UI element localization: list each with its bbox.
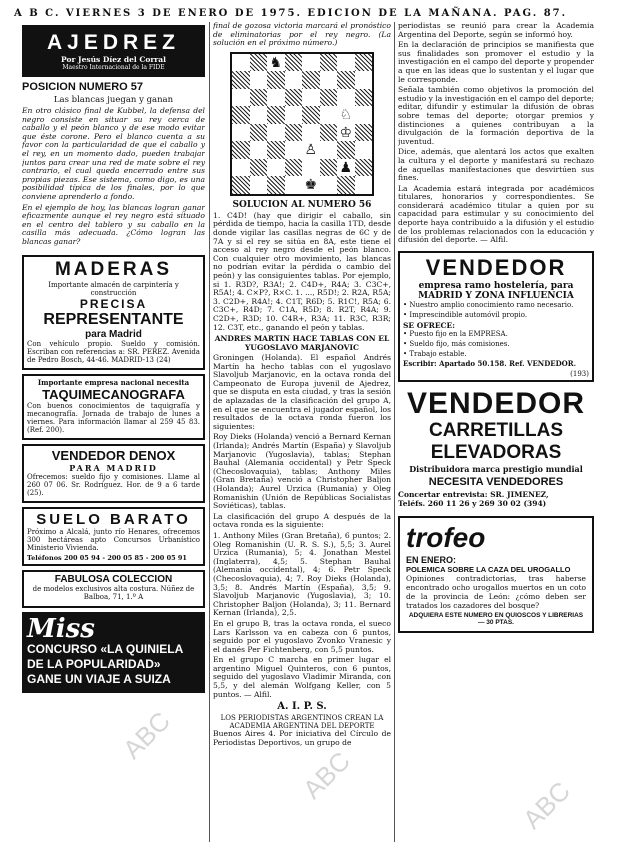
board-square — [337, 176, 355, 194]
news-subheadline: LOS PERIODISTAS ARGENTINOS CREAN LA ACADEMIA ARGENTINA DEL DEPORTE — [220, 714, 384, 731]
board-square — [250, 54, 268, 72]
board-square — [355, 159, 373, 177]
abc-watermark: ABC — [116, 705, 176, 765]
ad-subline: Importante almacén de carpintería y construcción — [48, 280, 179, 297]
news-headline: ANDRES MARTIN HACE TABLAS CON EL YUGOSLAVO MARJANOVIC — [214, 334, 390, 353]
ad-text: Próximo a Alcalá, junto río Henares, ofrecemos 300 hectáreas apto Concursos Urbanístico Ministerio Vivienda. — [27, 527, 200, 552]
board-square — [355, 71, 373, 89]
ad-phones: Teléfonos 200 05 94 - 200 05 85 - 200 05 91 — [27, 553, 187, 562]
board-square — [285, 106, 303, 124]
ad-text: Opiniones contradictorias, tras haberse encontrado ocho urogallos muertos en un coto de la provincia de León: ¿cómo deben ser tratados los cazadores del bosque? — [406, 573, 586, 610]
ajedrez-banner — [22, 25, 205, 77]
ad-miss — [22, 612, 205, 693]
ad-headline: GANE UN VIAJE A SUIZA — [27, 671, 171, 686]
board-square — [355, 106, 373, 124]
body-paragraph: La Academia estará integrada por académicos titulares, honorarios y correspondientes. Se considerará académico titular a quien por su capacidad para estimular y su conocimiento del deporte haya contribuido a la difusión y el estudio de los problemas relacionados con la educación y difusión del deporte. — Alfil. — [398, 183, 594, 245]
board-square — [267, 141, 285, 159]
ad-subline: SE OFRECE: — [403, 320, 456, 330]
board-square — [320, 141, 338, 159]
black-pawn-piece: ♟ — [337, 159, 355, 177]
board-square — [285, 89, 303, 107]
board-square — [285, 159, 303, 177]
board-square — [250, 89, 268, 107]
body-paragraph: La clasificación del grupo A después de la octava ronda es la siguiente: — [213, 511, 391, 530]
board-square — [337, 89, 355, 107]
ad-carretillas — [398, 388, 594, 508]
ad-headline: CONCURSO «LA QUINIELA — [27, 641, 184, 656]
board-square — [232, 106, 250, 124]
ad-subline: para Madrid — [85, 328, 142, 340]
ad-text: • Puesto fijo en la EMPRESA. — [403, 329, 508, 338]
board-square — [285, 54, 303, 72]
board-square — [320, 176, 338, 194]
white-pawn-piece: ♙ — [302, 141, 320, 159]
board-square — [302, 124, 320, 142]
column-left — [22, 22, 205, 693]
column-right — [398, 22, 594, 637]
board-square — [302, 54, 320, 72]
white-knight-piece: ♘ — [337, 106, 355, 124]
board-square — [302, 159, 320, 177]
body-paragraph: Dice, además, que alentará los actos que exalten la cultura y el deporte y manifestará su rechazo de aquellas manifestaciones que desvirtúen sus fines. — [398, 147, 594, 183]
ad-subline: PRECISA — [79, 296, 148, 311]
body-paragraph: final de gozosa victoria marcará el pronóstico de eliminatorias por el rey negro. (La solución en el próximo número.) — [213, 22, 391, 48]
ad-headline: CARRETILLAS — [428, 419, 564, 441]
column-divider — [394, 22, 395, 842]
board-square — [267, 106, 285, 124]
ad-text: • Sueldo fijo, más comisiones. — [403, 339, 510, 348]
ad-headline: DE LA POPULARIDAD» — [27, 656, 161, 671]
author-line: Por Jesús Díez del Corral — [61, 55, 166, 64]
board-square — [302, 141, 320, 159]
ad-denox — [22, 444, 205, 503]
solution-title: SOLUCION AL NUMERO 56 — [232, 199, 372, 210]
ad-vendedor-hosteleria — [398, 251, 594, 382]
ad-contact: Escribir: Apartado 50.158. Ref. VENDEDOR. — [403, 358, 577, 368]
ad-taquimecanografa — [22, 374, 205, 440]
section-title: AJEDREZ — [46, 31, 181, 54]
board-square — [285, 141, 303, 159]
ad-subline: Distribuidora marca prestigio mundial — [409, 463, 583, 474]
chess-board — [230, 52, 374, 196]
board-square — [250, 176, 268, 194]
miss-logo: Miss — [27, 613, 95, 644]
board-square — [267, 89, 285, 107]
ad-headline: SUELO BARATO — [36, 510, 191, 528]
board-square — [320, 124, 338, 142]
ad-headline: REPRESENTANTE — [43, 310, 184, 328]
body-paragraph: 1. Anthony Miles (Gran Bretaña), 6 puntos; 2. Oleg Romanishin (U. R. S. S.), 5,5; 3. Aurel Urzica (Rumania), 5; 4. Jonathan Mestel (Inglaterra), 4,5; 5. Stephan Bauhal (Alemania occidental), 4; 6. Petr Speck (Checoslovaquia), 4; 7. Roy Dieks (Holanda), 3,5; 8. Andrés Martín (España), 3,5; 9. Slavoljub Marjanovic (Yugoslavia), 3; 10. Christopher Baljon (Holanda), 3; 11. Bernard Kernan (Irlanda), 2,5. — [213, 530, 391, 618]
body-paragraph: periodistas se reunió para crear la Academia Argentina del Deporte, según se informó hoy. — [398, 22, 594, 39]
board-square — [320, 159, 338, 177]
board-square — [267, 159, 285, 177]
board-square — [302, 106, 320, 124]
black-king-piece: ♚ — [302, 176, 320, 194]
problem-title: POSICION NUMERO 57 — [22, 81, 144, 93]
board-square — [267, 71, 285, 89]
column-divider — [209, 22, 210, 842]
abc-watermark: ABC — [516, 775, 576, 835]
black-knight-piece: ♞ — [267, 54, 285, 72]
trofeo-logo: trofeo — [406, 521, 486, 553]
ad-ref: (193) — [570, 369, 589, 378]
ad-headline: FABULOSA COLECCION — [54, 573, 173, 585]
board-square — [355, 176, 373, 194]
ad-subline: empresa ramo hostelería, para MADRID Y ZONA INFLUENCIA — [418, 280, 574, 301]
body-paragraph: 1. C4D! (hay que dirigir el caballo, sin pérdida de tiempo, hacia la casilla 1TD, desde donde vigilar las casillas negras de 6C y de 7A y si el rey se sitúa en 8A, este tiene el acceso al rey negro desde el peón blanco. Con cualquier otro movimiento, las blancas no podrían evitar la pérdida o cambio del peón) y las consiguientes tablas. Por ejemplo, si 1. R3D?, R3A!; 2. C4D+, R4A; 3. C3C+, R5A!; 4. C×P?, R×C. 1. ..., R5D!; 2. R2A, R5A; 3. C2D+, R4A!; 4. C1T, R6D; 5. R1C!, R5A; 6. C3C+, R4D; 7. C1A, R5D; 8. R2T, R4A; 9. C2D+, R3D; 10. C4R+, R3A; 11. R3C, R3R; 12. C3T, etc., ganando el peón y tablas. — [213, 210, 391, 332]
ad-fabulosa — [22, 570, 205, 608]
board-square — [285, 176, 303, 194]
board-square — [355, 89, 373, 107]
ad-headline: TAQUIMECANOGRAFA — [42, 386, 185, 402]
ad-subline: NECESITA VENDEDORES — [428, 475, 564, 488]
board-square — [355, 141, 373, 159]
ad-text: • Trabajo estable. — [403, 349, 467, 358]
problem-subtitle: Las blancas juegan y ganan — [53, 95, 174, 105]
board-square — [320, 54, 338, 72]
board-square — [232, 176, 250, 194]
ad-headline: MADERAS — [54, 258, 173, 280]
column-middle — [213, 22, 391, 749]
body-paragraph: En el grupo B, tras la octava ronda, el sueco Lars Karlsson va en cabeza con 6 puntos, seguido por el yugoslavo Zvonko Vranesic y el danés Per Fichtenberg, con 5,5 puntos. — [213, 618, 391, 654]
ad-phones: Teléfs. 260 11 26 y 269 30 02 (394) — [398, 498, 547, 508]
board-square — [232, 141, 250, 159]
board-square — [285, 71, 303, 89]
white-king-piece: ♔ — [337, 124, 355, 142]
body-paragraph: Groningen (Holanda). El español Andrés Martín ha hecho tablas con el yugoslavo Slavoljub Marjanovic, en la octava ronda del Campeonato de Europa juvenil de Ajedrez, que se disputa en esta ciudad, y tras la sesión de aplazadas de la clasificación del grupo A, en el que se encuentra el jugador español, los resultados de la octava ronda fueron los siguientes: — [213, 353, 391, 431]
ad-maderas — [22, 255, 205, 370]
board-square — [302, 89, 320, 107]
board-square — [267, 124, 285, 142]
board-square — [250, 124, 268, 142]
board-square — [320, 106, 338, 124]
ad-headline: ELEVADORAS — [430, 441, 562, 463]
ad-contact: Concertar entrevista: SR. JIMENEZ, — [398, 489, 549, 499]
board-square — [232, 159, 250, 177]
board-square — [337, 124, 355, 142]
abc-watermark: ABC — [296, 745, 356, 805]
board-square — [232, 124, 250, 142]
ad-text: Con vehículo propio. Sueldo y comisión. Escriban con referencias a: SR. PEREZ. Avenida de Pedro Bosch, 44-46. MADRID-13 (24) — [27, 339, 200, 364]
board-square — [232, 54, 250, 72]
body-paragraph: En el ejemplo de hoy, las blancas logran ganar eficazmente aunque el rey negro está situado en el centro del tablero y su caballo en la casilla más adecuada. ¿Cómo logran las blancas ganar? — [22, 202, 205, 246]
board-square — [267, 176, 285, 194]
body-paragraph: En el grupo C marcha en primer lugar el argentino Miguel Quinteros, con 6 puntos, seguido del yugoslavo Vladimir Miranda, con 5,5, y del alemán Wolfgang Keller, con 5 puntos. — Alfil. — [213, 655, 391, 699]
board-square — [337, 54, 355, 72]
author-subtitle: Maestro Internacional de la FIDE — [62, 64, 165, 71]
ad-subline: EN ENERO: — [406, 554, 457, 565]
board-square — [250, 159, 268, 177]
board-square — [250, 71, 268, 89]
board-square — [250, 141, 268, 159]
ad-subline: ADQUIERA ESTE NUMERO EN QUIOSCOS Y LIBRERIAS — 30 PTAS. — [408, 611, 584, 626]
ad-headline: VENDEDOR — [406, 386, 586, 420]
body-paragraph: Buenos Aires 4. Por iniciativa del Círculo de Periodistas Deportivos, un grupo de — [213, 729, 391, 747]
body-paragraph: En la declaración de principios se manifiesta que sus finalidades son promover el estudio y la investigación en el campo del deporte y propender a que en las ideas que lo sustentan y el lugar que le corresponde. — [398, 40, 594, 84]
ad-text: • Nuestro amplio conocimiento ramo necesario. — [403, 300, 574, 309]
board-square — [355, 124, 373, 142]
board-square — [337, 71, 355, 89]
ad-suelo-barato — [22, 507, 205, 566]
ad-subline: Importante empresa nacional necesita — [37, 377, 190, 387]
board-square — [285, 124, 303, 142]
board-square — [320, 71, 338, 89]
board-square — [337, 106, 355, 124]
board-square — [250, 106, 268, 124]
board-square — [337, 141, 355, 159]
board-square — [337, 159, 355, 177]
ad-text: de modelos exclusivos alta costura. Núñez de Balboa, 71, 1.º A — [32, 584, 195, 602]
ad-headline: VENDEDOR DENOX — [51, 447, 176, 463]
board-square — [267, 54, 285, 72]
ad-subline: PARA MADRID — [69, 462, 158, 473]
ad-text: Ofrecemos: sueldo fijo y comisiones. Llame al 260 07 06. Sr. Rodríguez. Hor. de 9 a 6 tarde (25). — [27, 472, 200, 497]
ad-headline: VENDEDOR — [425, 254, 567, 280]
body-paragraph: En otro clásico final de Kubbel, la defensa del negro consiste en situar su rey cerca de caballo y el peón blanco y de ese modo evitar que éste corone. Pero el blanco cuenta a su favor con la particularidad de que el caballo y el rey, en un momento dado, pueden trabajar juntos para crear una red de mate sobre el rey contrario, el cual queda encerrado entre sus propias piezas. Ese sistema, como digo, es una posibilidad típica de los finales, por lo que conviene aprenderlo a fondo. — [22, 106, 205, 201]
board-square — [302, 176, 320, 194]
body-paragraph: Roy Dieks (Holanda) venció a Bernard Kernan (Irlanda); Andrés Martín (España) y Slavoljub Marjanovic (Yugoslavia), tablas; Stephan Bauhal (Alemania occidental) y Petr Speck (Checoslovaquia), tablas; Anthony Miles (Gran Bretaña) venció a Christopher Baljon (Holanda); Aurel Urzica (Rumania) y Oleg Romanishin (Unión de Repúblicas Socialistas Soviéticas), tablas. — [213, 432, 391, 511]
board-square — [232, 89, 250, 107]
body-paragraph: Señala también como objetivos la promoción del estudio y la investigación en el campo del deporte; editar, difundir y estimular la difusión de obras sobre temas del deporte; otorgar premios y distinciones a quienes contribuyan a la divulgación de la formación deportiva de la juventud. — [398, 85, 594, 146]
ad-trofeo — [398, 516, 594, 633]
ad-text: Con buenos conocimientos de taquigrafía y mecanografía. Jornada de trabajo de lunes a viernes. Para información llamar al 259 45 83. (Ref. 200). — [27, 401, 200, 434]
board-square — [232, 71, 250, 89]
board-square — [355, 54, 373, 72]
page-header: A B C. VIERNES 3 DE ENERO DE 1975. EDICION DE LA MAÑANA. PAG. 87. — [14, 8, 568, 19]
ad-subline: POLEMICA SOBRE LA CAZA DEL UROGALLO — [406, 564, 571, 574]
ad-text: • Imprescindible automóvil propio. — [403, 310, 528, 319]
news-headline: A. I. P. S. — [277, 701, 327, 713]
board-square — [302, 71, 320, 89]
board-square — [320, 89, 338, 107]
